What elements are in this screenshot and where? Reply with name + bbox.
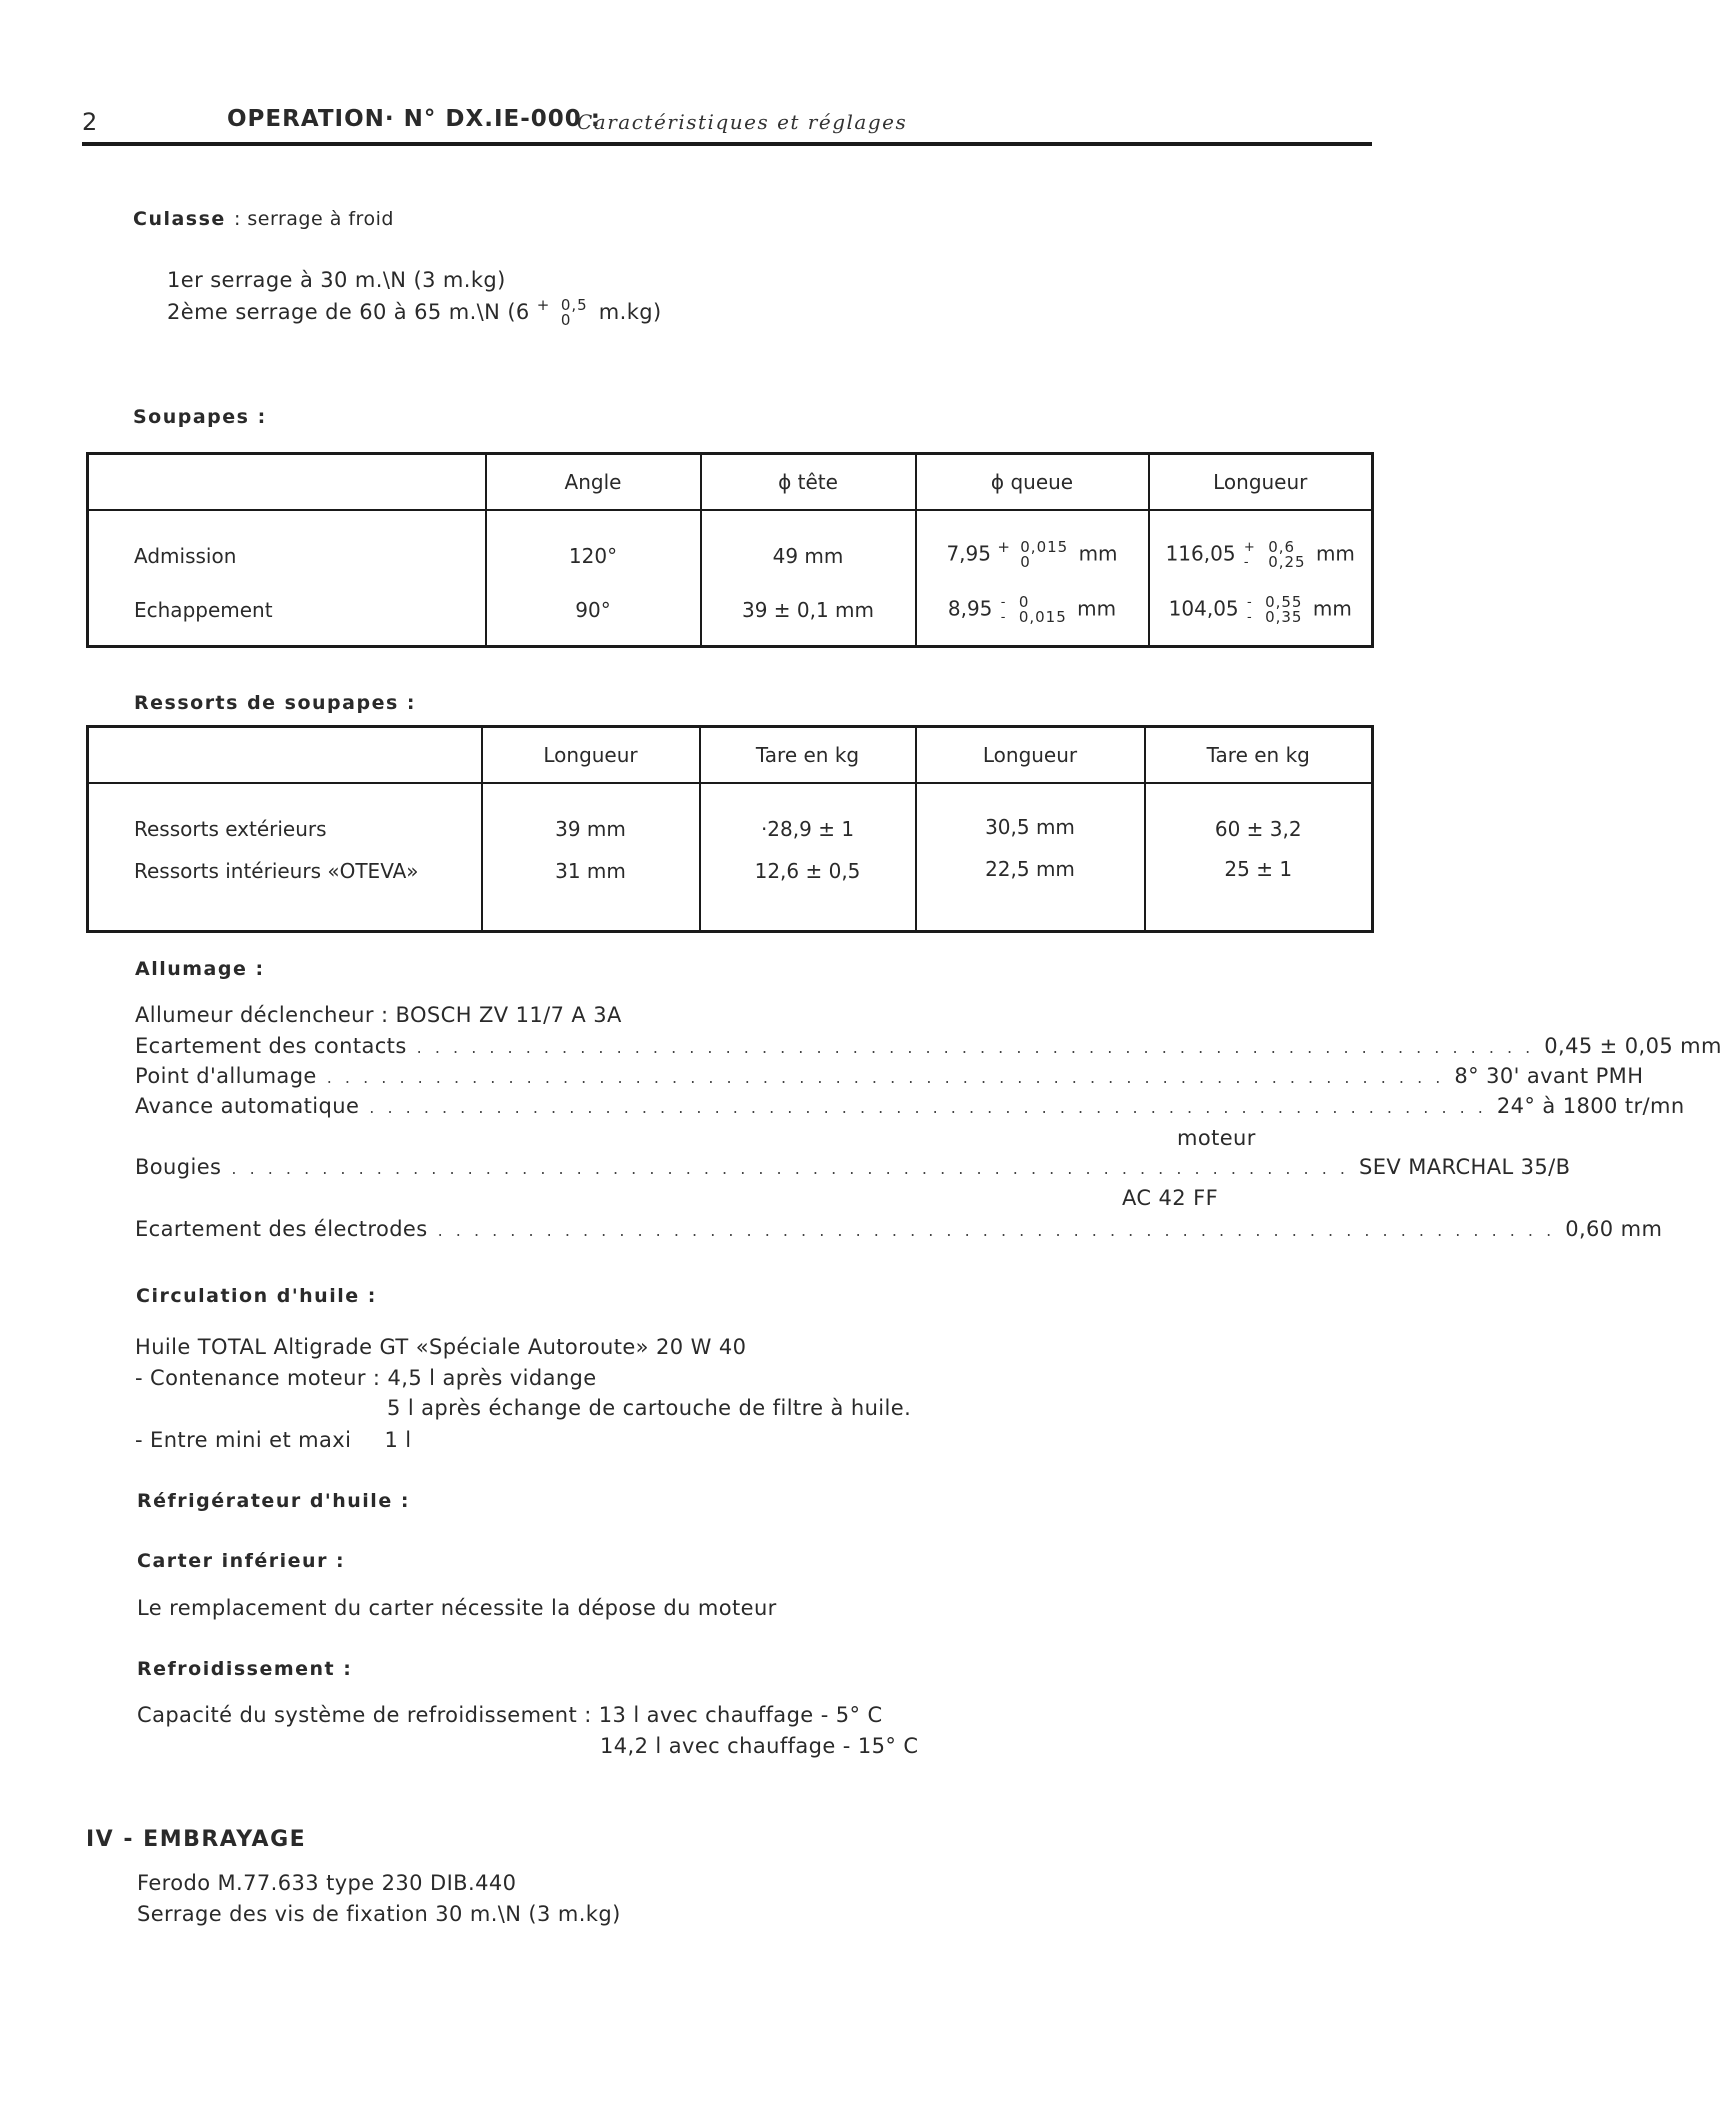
longueur-base: 104,05 bbox=[1168, 596, 1239, 621]
longueur-tol-bottom: 0,35 bbox=[1265, 608, 1303, 627]
ressorts-cell: 60 ± 3,2 bbox=[1145, 783, 1373, 847]
ressorts-header-tare-1: Tare en kg bbox=[700, 727, 916, 784]
queue-base: 8,95 bbox=[947, 596, 993, 621]
queue-tolerance bbox=[1020, 540, 1068, 570]
ressorts-header-longueur-1: Longueur bbox=[482, 727, 700, 784]
culasse-tol-top: 0,5 bbox=[560, 296, 588, 314]
queue-sign: + bbox=[997, 537, 1010, 556]
huile-heading: Circulation d'huile : bbox=[136, 1285, 377, 1307]
huile-line4 bbox=[135, 1428, 412, 1452]
leader-dots: . . . . . . . . . . . . . . . . . . . . . . . . . . . . . . . . . . . . . . . . . . . . . . . . . . . . . . . . . . . . . . bbox=[416, 1038, 1535, 1057]
carter-text: Le remplacement du carter nécessite la dépose du moteur bbox=[137, 1596, 777, 1620]
list-item bbox=[135, 1155, 1571, 1185]
refrigerateur-heading: Réfrigérateur d'huile : bbox=[137, 1490, 410, 1512]
soupapes-row-queue bbox=[916, 576, 1149, 646]
leader-dots: . . . . . . . . . . . . . . . . . . . . . . . . . . . . . . . . . . . . . . . . . . . . . . . . . . . . . . . . . . . . . . bbox=[369, 1098, 1487, 1117]
longueur-tol-top: 0,55 bbox=[1265, 593, 1303, 612]
culasse-tol-bottom: 0 bbox=[560, 311, 572, 329]
ressorts-table bbox=[86, 725, 1374, 933]
soupapes-heading: Soupapes : bbox=[133, 406, 267, 428]
culasse-line1: 1er serrage à 30 m.\N (3 m.kg) bbox=[167, 268, 506, 292]
refroidissement-heading: Refroidissement : bbox=[137, 1658, 353, 1680]
soupapes-row-tete: 39 ± 0,1 mm bbox=[701, 576, 916, 646]
embrayage-heading: IV - EMBRAYAGE bbox=[86, 1827, 307, 1852]
culasse-tolerance bbox=[561, 298, 588, 328]
soupapes-header-tete: ɸ tête bbox=[701, 454, 916, 511]
list-item bbox=[135, 1034, 1722, 1064]
embrayage-line2: Serrage des vis de fixation 30 m.\N (3 m.kg) bbox=[137, 1902, 621, 1926]
culasse-line2-text: 2ème serrage de 60 à 65 m.\N (6 bbox=[167, 300, 530, 324]
ressorts-heading: Ressorts de soupapes : bbox=[134, 692, 416, 714]
culasse-line2-plus: + bbox=[536, 296, 550, 314]
culasse-heading-label: Culasse bbox=[133, 208, 226, 230]
list-item bbox=[135, 1217, 1663, 1247]
bougies-extra: AC 42 FF bbox=[1122, 1186, 1219, 1210]
queue-tol-top: 0,015 bbox=[1020, 538, 1069, 556]
huile-line4-label: - Entre mini et maxi bbox=[135, 1428, 352, 1452]
operation-subtitle: Caractéristiques et réglages bbox=[577, 110, 908, 134]
soupapes-header-row bbox=[88, 454, 1373, 511]
ressorts-cell: 12,6 ± 0,5 bbox=[700, 847, 916, 931]
soupapes-header-longueur: Longueur bbox=[1149, 454, 1373, 511]
allumage-label: Bougies bbox=[135, 1155, 222, 1179]
page-header bbox=[82, 102, 1372, 146]
leader-dots: . . . . . . . . . . . . . . . . . . . . . . . . . . . . . . . . . . . . . . . . . . . . . . . . . . . . . . . . . . . . . . bbox=[437, 1221, 1556, 1240]
queue-unit: mm bbox=[1078, 541, 1118, 566]
queue-tol-top: 0 bbox=[1018, 593, 1030, 612]
soupapes-row-angle: 90° bbox=[486, 576, 701, 646]
ressorts-cell: ·28,9 ± 1 bbox=[700, 783, 916, 847]
ressorts-cell: 31 mm bbox=[482, 847, 700, 931]
longueur-sign: + - bbox=[1243, 540, 1256, 570]
culasse-line2 bbox=[167, 298, 662, 328]
carter-heading: Carter inférieur : bbox=[137, 1550, 346, 1572]
leader-dots: . . . . . . . . . . . . . . . . . . . . . . . . . . . . . . . . . . . . . . . . . . . . . . . . . . . . . . . . . . . . . . bbox=[326, 1068, 1445, 1087]
allumage-label: Ecartement des contacts bbox=[135, 1034, 407, 1058]
allumage-label: Avance automatique bbox=[135, 1094, 360, 1118]
avance-extra: moteur bbox=[1177, 1126, 1256, 1150]
soupapes-row-label: Admission bbox=[88, 510, 486, 576]
allumage-value: 0,60 mm bbox=[1565, 1217, 1663, 1241]
culasse-heading-suffix: : serrage à froid bbox=[233, 208, 394, 230]
queue-unit: mm bbox=[1077, 596, 1117, 621]
longueur-sign: - - bbox=[1247, 595, 1253, 626]
huile-line3: 5 l après échange de cartouche de filtre à huile. bbox=[387, 1396, 912, 1420]
queue-sign: - - bbox=[1000, 595, 1007, 626]
ressorts-row-label: Ressorts extérieurs bbox=[88, 783, 482, 847]
operation-title: OPERATION· N° DX.IE-000 : bbox=[227, 106, 601, 132]
list-item bbox=[135, 1094, 1685, 1124]
soupapes-row-label: Echappement bbox=[88, 576, 486, 646]
table-row bbox=[88, 847, 1373, 931]
culasse-line2-unit: m.kg) bbox=[598, 300, 662, 324]
ressorts-cell: 22,5 mm bbox=[916, 847, 1145, 931]
culasse-heading bbox=[133, 208, 394, 230]
ressorts-header-tare-2: Tare en kg bbox=[1145, 727, 1373, 784]
soupapes-row-tete: 49 mm bbox=[701, 510, 916, 576]
ressorts-header-row bbox=[88, 727, 1373, 784]
ressorts-header-longueur-2: Longueur bbox=[916, 727, 1145, 784]
refroidissement-line1: Capacité du système de refroidissement : 13 l avec chauffage - 5° C bbox=[137, 1703, 883, 1727]
allumage-value: SEV MARCHAL 35/B bbox=[1358, 1155, 1571, 1179]
page-number: 2 bbox=[82, 108, 98, 136]
list-item bbox=[135, 1064, 1644, 1094]
queue-base: 7,95 bbox=[946, 541, 991, 566]
queue-tol-bottom: 0,015 bbox=[1018, 608, 1067, 627]
ressorts-row-label: Ressorts intérieurs «OTEVA» bbox=[88, 847, 482, 931]
huile-line1: Huile TOTAL Altigrade GT «Spéciale Autoroute» 20 W 40 bbox=[135, 1335, 747, 1359]
soupapes-header-queue: ɸ queue bbox=[916, 454, 1149, 511]
allumage-value: 24° à 1800 tr/mn bbox=[1496, 1094, 1685, 1118]
allumage-value: 8° 30' avant PMH bbox=[1454, 1064, 1644, 1088]
ressorts-cell: 30,5 mm bbox=[916, 783, 1145, 847]
table-row bbox=[88, 576, 1373, 646]
longueur-tolerance bbox=[1265, 595, 1302, 625]
table-row bbox=[88, 783, 1373, 847]
ressorts-header-blank bbox=[88, 727, 482, 784]
soupapes-row-longueur bbox=[1149, 576, 1373, 646]
refroidissement-line2: 14,2 l avec chauffage - 15° C bbox=[600, 1734, 919, 1758]
longueur-tol-bottom: 0,25 bbox=[1268, 553, 1306, 571]
longueur-base: 116,05 bbox=[1165, 541, 1236, 566]
soupapes-header-blank bbox=[88, 454, 486, 511]
queue-tolerance bbox=[1019, 595, 1067, 625]
soupapes-header-angle: Angle bbox=[486, 454, 701, 511]
soupapes-row-queue bbox=[916, 510, 1149, 576]
table-row bbox=[88, 510, 1373, 576]
huile-line4-value: 1 l bbox=[384, 1428, 412, 1452]
longueur-unit: mm bbox=[1315, 541, 1355, 566]
longueur-tolerance bbox=[1268, 540, 1305, 570]
longueur-tol-top: 0,6 bbox=[1268, 538, 1296, 556]
embrayage-line1: Ferodo M.77.633 type 230 DIB.440 bbox=[137, 1871, 517, 1895]
ressorts-cell: 39 mm bbox=[482, 783, 700, 847]
soupapes-row-angle: 120° bbox=[486, 510, 701, 576]
allumeur-line: Allumeur déclencheur : BOSCH ZV 11/7 A 3A bbox=[135, 1003, 622, 1027]
allumage-value: 0,45 ± 0,05 mm bbox=[1544, 1034, 1722, 1058]
soupapes-table bbox=[86, 452, 1374, 648]
queue-tol-bottom: 0 bbox=[1020, 553, 1031, 571]
soupapes-row-longueur bbox=[1149, 510, 1373, 576]
longueur-unit: mm bbox=[1312, 596, 1352, 621]
ressorts-cell: 25 ± 1 bbox=[1145, 847, 1373, 931]
allumage-label: Ecartement des électrodes bbox=[135, 1217, 428, 1241]
allumage-label: Point d'allumage bbox=[135, 1064, 317, 1088]
leader-dots: . . . . . . . . . . . . . . . . . . . . . . . . . . . . . . . . . . . . . . . . . . . . . . . . . . . . . . . . . . . . . . bbox=[231, 1159, 1349, 1178]
allumage-heading: Allumage : bbox=[135, 958, 265, 980]
huile-line2: - Contenance moteur : 4,5 l après vidange bbox=[135, 1366, 597, 1390]
